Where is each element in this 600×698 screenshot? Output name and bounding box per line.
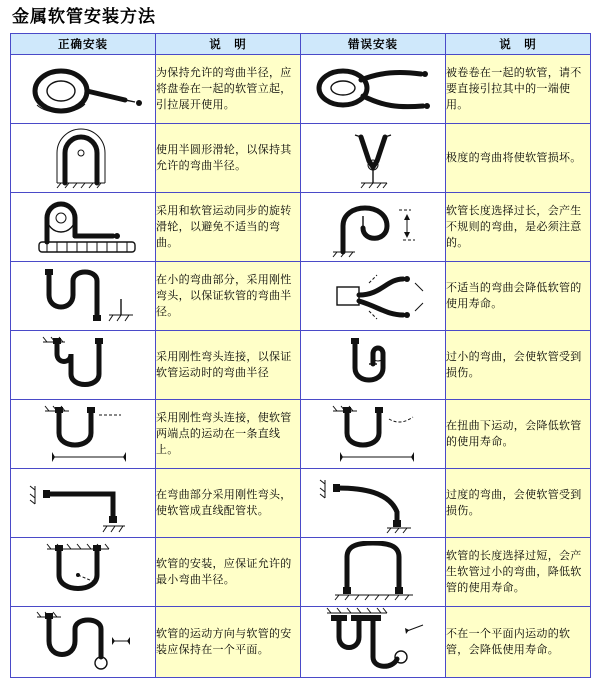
straight-pipe-rigid-elbow-icon — [11, 468, 156, 537]
table-row — [11, 537, 591, 606]
correct-description: 在弯曲部分采用刚性弯头，使软管成直线配管状。 — [156, 468, 301, 537]
correct-description: 使用半圆形滑轮，以保持其允许的弯曲半径。 — [156, 123, 301, 192]
wrong-description: 过小的弯曲，会使软管受到损伤。 — [446, 330, 591, 399]
page-title: 金属软管安装方法 — [12, 7, 156, 27]
wrong-description: 软管的长度选择过短，会产生软管过小的弯曲，降低软管的使用寿命。 — [446, 537, 591, 606]
table-row — [11, 192, 591, 261]
long-hose-small-bend-icon — [301, 537, 446, 606]
rigid-elbow-u-bend-icon — [11, 330, 156, 399]
header-correct-install: 正确安装 — [11, 33, 156, 54]
coiled-hose-pulled-icon — [301, 54, 446, 123]
rigid-elbow-small-bend-icon — [11, 261, 156, 330]
header-wrong-desc: 说 明 — [446, 33, 591, 54]
table-row — [11, 606, 591, 677]
correct-description: 采用刚性弯头连接，以保证软管运动时的弯曲半径 — [156, 330, 301, 399]
too-small-bend-icon — [301, 330, 446, 399]
table-header-row — [11, 33, 591, 54]
half-round-pulley-icon — [11, 123, 156, 192]
correct-description: 采用刚性弯头连接，使软管两端点的运动在一条直线上。 — [156, 399, 301, 468]
out-of-plane-motion-icon — [301, 606, 446, 677]
wrong-description: 不适当的弯曲会降低软管的使用寿命。 — [446, 261, 591, 330]
wrong-description: 软管长度选择过长，会产生不规则的弯曲，是必须注意的。 — [446, 192, 591, 261]
table-row — [11, 468, 591, 537]
coiled-hose-vertical-icon — [11, 54, 156, 123]
twist-bend-motion-icon — [301, 399, 446, 468]
table-row — [11, 399, 591, 468]
header-correct-desc: 说 明 — [156, 33, 301, 54]
improper-bend-block-icon — [301, 261, 446, 330]
table-row — [11, 123, 591, 192]
wrong-description: 被卷卷在一起的软管，请不要直接引拉其中的一端使用。 — [446, 54, 591, 123]
correct-description: 软管的运动方向与软管的安装应保持在一个平面。 — [156, 606, 301, 677]
table-row — [11, 54, 591, 123]
wrong-description: 在扭曲下运动，会降低软管的使用寿命。 — [446, 399, 591, 468]
correct-description: 软管的安装，应保证允许的最小弯曲半径。 — [156, 537, 301, 606]
min-bend-radius-u-icon — [11, 537, 156, 606]
rotating-pulley-chain-icon — [11, 192, 156, 261]
wrong-description: 极度的弯曲将使软管损坏。 — [446, 123, 591, 192]
correct-description: 采用和软管运动同步的旋转滑轮，以避免不适当的弯曲。 — [156, 192, 301, 261]
correct-description: 在小的弯曲部分，采用刚性弯头，以保证软管的弯曲半径。 — [156, 261, 301, 330]
wrong-description: 过度的弯曲，会使软管受到损伤。 — [446, 468, 591, 537]
sharp-bend-hose-icon — [301, 123, 446, 192]
over-bend-straight-icon — [301, 468, 446, 537]
long-hose-irregular-bend-icon — [301, 192, 446, 261]
installation-methods-table — [10, 33, 591, 678]
table-row — [11, 330, 591, 399]
same-plane-motion-icon — [11, 606, 156, 677]
header-wrong-install: 错误安装 — [301, 33, 446, 54]
correct-description: 为保持允许的弯曲半径，应将盘卷在一起的软管立起，引拉展开使用。 — [156, 54, 301, 123]
rigid-elbow-straight-line-icon — [11, 399, 156, 468]
table-row — [11, 261, 591, 330]
wrong-description: 不在一个平面内运动的软管，会降低使用寿命。 — [446, 606, 591, 677]
